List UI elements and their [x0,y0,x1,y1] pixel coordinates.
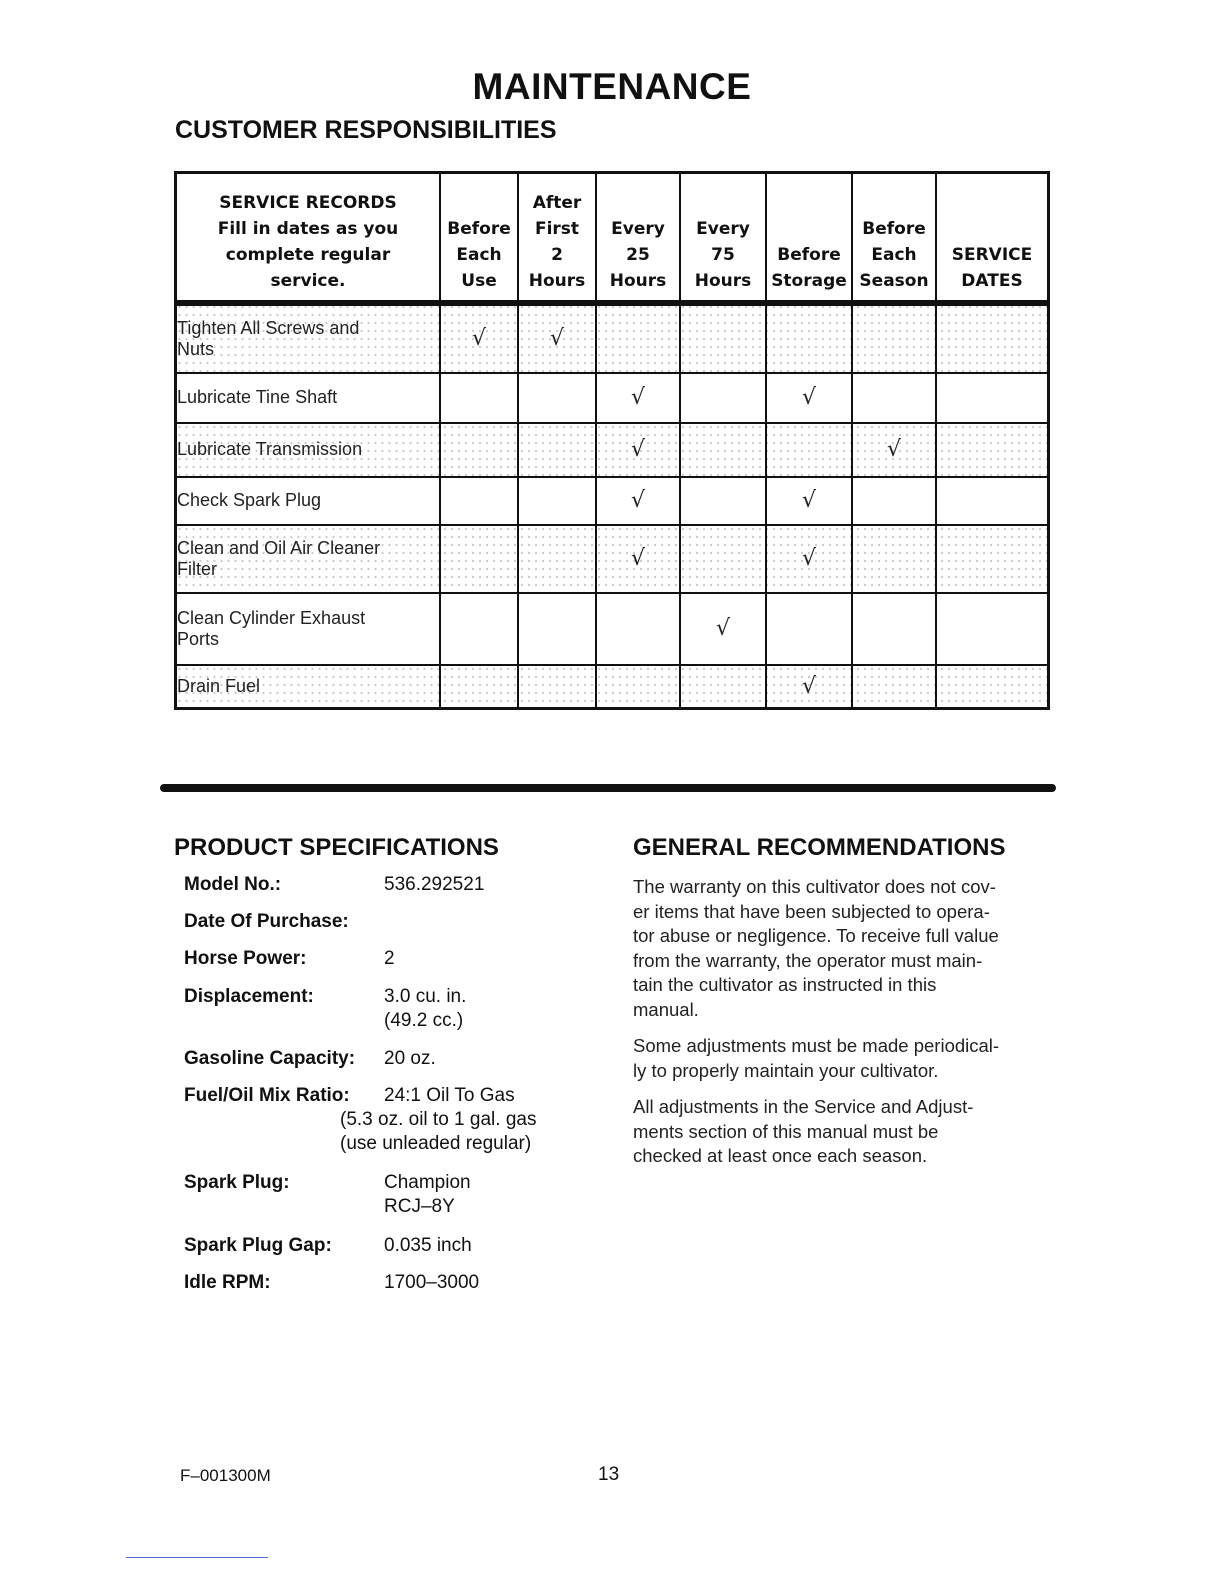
spec-label-idle-rpm: Idle RPM: [184,1272,271,1293]
check-cell: √ [766,373,852,423]
spec-label-horse-power: Horse Power: [184,948,307,969]
check-cell [440,423,518,477]
check-cell [680,303,766,373]
check-cell [852,593,936,665]
check-cell [518,593,596,665]
spec-value-model: 536.292521 [384,874,485,895]
spec-label-date-of-purchase: Date Of Purchase: [184,911,349,932]
check-cell [852,303,936,373]
product-specifications-heading: PRODUCT SPECIFICATIONS [174,834,499,861]
check-cell: √ [766,525,852,593]
check-cell [440,477,518,525]
task-label: Tighten All Screws and Nuts [176,303,441,373]
check-cell: √ [596,525,680,593]
table-row-check-spark-plug [176,477,1049,525]
section-title-customer-responsibilities: CUSTOMER RESPONSIBILITIES [175,116,557,144]
check-cell [766,303,852,373]
check-cell [518,665,596,709]
service-date-cell[interactable] [936,373,1049,423]
check-cell [596,665,680,709]
check-cell [518,477,596,525]
spec-value-spark-plug: Champion RCJ–8Y [384,1172,471,1217]
table-row-tighten-screws [176,303,1049,373]
check-cell [518,525,596,593]
check-cell [680,477,766,525]
column-header-every-25-hours: Every 25 Hours [596,173,680,303]
spec-value-fuel-oil-mix: 24:1 Oil To Gas [384,1085,515,1106]
check-cell [518,423,596,477]
service-date-cell[interactable] [936,477,1049,525]
spec-label-gasoline-capacity: Gasoline Capacity: [184,1048,356,1069]
service-records-header: SERVICE RECORDS Fill in dates as you complete regular service. [176,173,441,303]
task-label: Drain Fuel [176,665,441,709]
check-cell: √ [596,423,680,477]
table-row-clean-air-cleaner [176,525,1049,593]
check-cell [680,373,766,423]
check-cell [440,373,518,423]
document-code: F–001300M [180,1466,271,1485]
task-label: Clean Cylinder Exhaust Ports [176,593,441,665]
maintenance-schedule-table [174,171,1050,710]
check-cell [852,525,936,593]
column-header-before-each-use: Before Each Use [440,173,518,303]
check-cell [440,665,518,709]
table-row-drain-fuel [176,665,1049,709]
spec-label-model: Model No.: [184,874,282,895]
column-header-every-75-hours: Every 75 Hours [680,173,766,303]
service-date-cell[interactable] [936,665,1049,709]
task-label: Lubricate Tine Shaft [176,373,441,423]
footer-link-underline[interactable] [126,1557,268,1558]
check-cell: √ [766,665,852,709]
page-title: MAINTENANCE [472,66,752,107]
spec-label-fuel-oil-mix: Fuel/Oil Mix Ratio: [184,1085,350,1106]
check-cell [852,477,936,525]
service-date-cell[interactable] [936,423,1049,477]
spec-label-displacement: Displacement: [184,986,314,1007]
check-cell: √ [852,423,936,477]
check-cell: √ [680,593,766,665]
check-cell: √ [440,303,518,373]
spec-value-horse-power: 2 [384,948,395,969]
check-cell [852,665,936,709]
recommendation-paragraph-season: All adjustments in the Service and Adjust- ments section of this manual must be checked at least once each season. [633,1096,974,1166]
general-recommendations-heading: GENERAL RECOMMENDATIONS [633,834,1006,861]
spec-value-spark-plug-gap: 0.035 inch [384,1235,472,1256]
page-number: 13 [598,1464,620,1485]
check-cell [440,593,518,665]
check-cell [518,373,596,423]
spec-label-spark-plug-gap: Spark Plug Gap: [184,1235,332,1256]
task-label: Lubricate Transmission [176,423,441,477]
check-cell [596,303,680,373]
check-cell [680,525,766,593]
table-row-lubricate-tine-shaft [176,373,1049,423]
column-header-after-first-2-hours: After First 2 Hours [518,173,596,303]
task-label: Check Spark Plug [176,477,441,525]
spec-value-gasoline-capacity: 20 oz. [384,1048,436,1069]
check-cell [852,373,936,423]
service-date-cell[interactable] [936,593,1049,665]
spec-value-idle-rpm: 1700–3000 [384,1272,480,1293]
check-cell: √ [596,477,680,525]
section-divider [160,784,1056,792]
check-cell [596,593,680,665]
check-cell: √ [766,477,852,525]
check-cell [680,665,766,709]
task-label: Clean and Oil Air Cleaner Filter [176,525,441,593]
check-cell [766,593,852,665]
column-header-before-storage: Before Storage [766,173,852,303]
table-row-clean-exhaust-ports [176,593,1049,665]
table-row-lubricate-transmission [176,423,1049,477]
check-cell: √ [596,373,680,423]
recommendation-paragraph-warranty: The warranty on this cultivator does not cov- er items that have been subjected to opera- tor abuse or negligence. To receive full value from the warranty, the operator must main- tain the cultivator as instructed in this manual. [633,876,999,1020]
spec-value-fuel-oil-mix-detail: (5.3 oz. oil to 1 gal. gas (use unleaded regular) [340,1109,537,1154]
service-date-cell[interactable] [936,525,1049,593]
spec-value-displacement: 3.0 cu. in. (49.2 cc.) [384,986,467,1031]
column-header-service-dates: SERVICE DATES [936,173,1049,303]
check-cell [766,423,852,477]
check-cell [680,423,766,477]
service-date-cell[interactable] [936,303,1049,373]
spec-label-spark-plug: Spark Plug: [184,1172,290,1193]
check-cell [440,525,518,593]
check-cell: √ [518,303,596,373]
column-header-before-each-season: Before Each Season [852,173,936,303]
recommendation-paragraph-adjustments: Some adjustments must be made periodical- ly to properly maintain your cultivator. [633,1035,1000,1081]
